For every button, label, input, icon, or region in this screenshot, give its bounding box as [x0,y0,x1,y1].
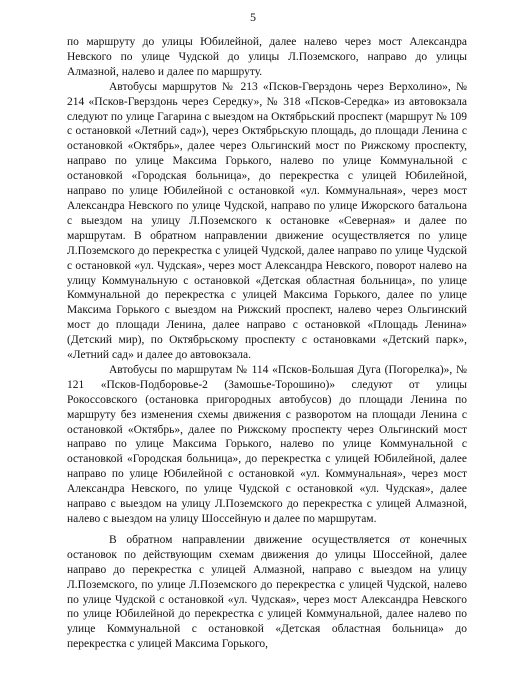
paragraph-routes-114-121: Автобусы по маршрутам № 114 «Псков-Большая Дуга (Погорелка)», № 121 «Псков-Подборовье-2 (Замошье-Торошино)» следуют от улицы Рокоссовского (остановка пригородных автобусов) до площади Ленина по маршруту без изменения схемы движения с разворотом на площади Ленина с остановкой «Октябрь», далее по Рижскому проспекту через Ольгинский мост направо по улице Максима Горького, налево по улице Коммунальной с остановкой «Городская больница», до перекрестка с улицей Юбилейной, далее направо по улице Юбилейной с остановкой «ул. Коммунальная», через мост Александра Невского, по улице Чудской с остановкой «ул. Чудская», далее направо с выездом на улицу Л.Поземского до перекрестка с улицей Алмазной, налево с выездом на улицу Шоссейную и далее по маршрутам. [67,363,467,525]
paragraph-routes-213-214-318: Автобусы маршрутов № 213 «Псков-Гверздонь через Верхолино», № 214 «Псков-Гверздонь через Середку», № 318 «Псков-Середка» из автовокзала следуют по улице Гагарина с выездом на Октябрьский проспект (маршрут № 109 с остановкой «Летний сад»), через Октябрьскую площадь, до площади Ленина с остановкой «Октябрь», далее через Ольгинский мост по Рижскому проспекту, направо по улице Максима Горького, налево по улице Коммунальной с остановкой «Городская больница», до перекрестка с улицей Юбилейной, направо по улице Юбилейной с остановкой «ул. Коммунальная», через мост Александра Невского по улице Чудской, направо по улице Ижорского батальона с выездом на улицу Л.Поземского к остановке «Северная» и далее по маршрутам. В обратном направлении движение осуществляется по улице Л.Поземского до перекрестка с улицей Чудской, далее направо по улице Чудской с остановкой «ул. Чудская», через мост Александра Невского, поворот налево на улицу Коммунальную с остановкой «Детская областная больница», по улице Коммунальной до перекрестка с улицей Максима Горького, далее по улице Максима Горького с выездом на Рижский проспект, налево через Ольгинский мост до площади Ленина, далее направо с остановкой «Площадь Ленина» (Детский мир), по Октябрьскому проспекту с остановками «Детский парк», «Летний сад» и далее до автовокзала. [67,80,467,362]
paragraph-return-direction: В обратном направлении движение осуществляется от конечных остановок по действующим схемам движения до улицы Шоссейной, далее направо до перекрестка с улицей Алмазной, направо с выездом на улицу Л.Поземского, по улице Л.Поземского до перекрестка с улицей Чудской, налево по улице Чудской с остановкой «ул. Чудская», через мост Александра Невского по улице Юбилейной до перекрестка с улицей Коммунальной, далее налево по улице Коммунальной с остановкой «Детская областная больница» до перекрестка с улицей Максима Горького, [67,533,467,651]
document-body [67,35,467,652]
paragraph-continuation: по маршруту до улицы Юбилейной, далее налево через мост Александра Невского по улице Чудской до улицы Л.Поземского, направо до улицы Алмазной, налево и далее по маршруту. [67,36,467,78]
page-number: 5 [250,10,256,24]
